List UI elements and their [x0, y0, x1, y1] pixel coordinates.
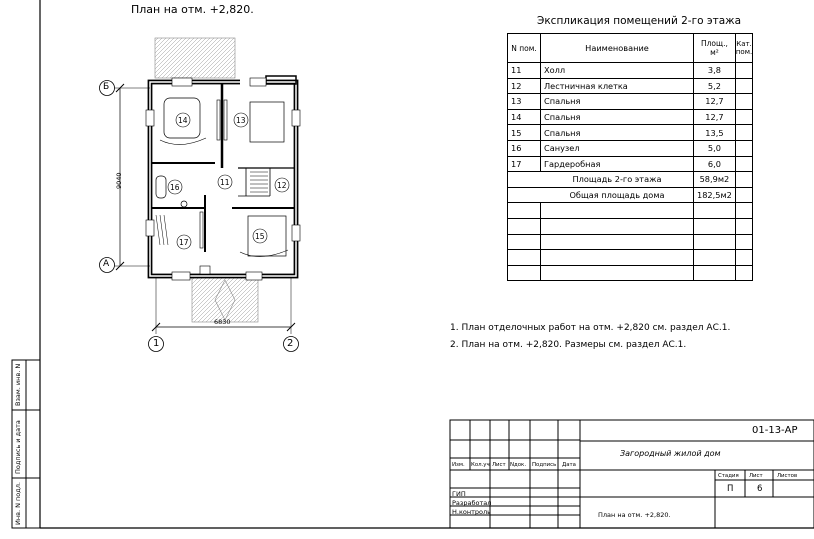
cell-num	[508, 172, 541, 188]
room-number: 16	[170, 183, 180, 192]
cell-area: 3,8	[694, 63, 736, 79]
cell-area: 12,7	[694, 94, 736, 110]
floor-plan	[100, 38, 301, 352]
total-name: Площадь 2-го этажа	[541, 172, 694, 188]
sheets-label: Листов	[777, 473, 798, 479]
cell-num: 16	[508, 140, 541, 156]
cell-cat	[735, 94, 752, 110]
table-row	[508, 203, 753, 219]
cell-num: 12	[508, 78, 541, 94]
table-row	[508, 156, 753, 172]
cell-cat	[735, 156, 752, 172]
header-area: Площ., м²	[694, 34, 736, 63]
room-number: 14	[178, 116, 188, 125]
col-list: Лист	[492, 462, 506, 468]
room-number: 17	[179, 238, 189, 247]
table-row	[508, 125, 753, 141]
table-row	[508, 140, 753, 156]
axis-label-2: 2	[287, 338, 294, 349]
col-izm: Изм.	[452, 462, 465, 468]
cell-num: 17	[508, 156, 541, 172]
cell-area: 13,5	[694, 125, 736, 141]
drawing-code: 01-13-АР	[752, 425, 798, 436]
header-cat: Кат. пом.	[735, 34, 752, 63]
note-2: 2. План на отм. +2,820. Размеры см. раздел АС.1.	[450, 340, 687, 350]
side-inv: Инв. N подл.	[14, 482, 22, 525]
sheet-title: План на отм. +2,820.	[598, 511, 671, 519]
room-number: 13	[236, 116, 246, 125]
table-row	[508, 109, 753, 125]
cell-num	[508, 187, 541, 203]
table-row	[508, 250, 753, 266]
header-name: Наименование	[541, 34, 694, 63]
cell-name: Холл	[541, 63, 694, 79]
cell-cat	[735, 172, 752, 188]
project-name: Загородный жилой дом	[620, 449, 721, 458]
stage-value: П	[727, 484, 734, 494]
col-kol: Кол.уч	[471, 462, 490, 468]
col-ndok: Nдок.	[510, 462, 527, 468]
stage-label: Стадия	[718, 473, 739, 479]
table-row	[508, 63, 753, 79]
role-razr: Разработал	[452, 499, 492, 507]
cell-cat	[735, 63, 752, 79]
table-row	[508, 234, 753, 250]
axis-label-a: А	[103, 259, 110, 269]
explication-title: Экспликация помещений 2-го этажа	[537, 15, 742, 27]
col-podp: Подпись	[532, 462, 557, 468]
cell-name: Лестничная клетка	[541, 78, 694, 94]
cell-cat	[735, 78, 752, 94]
axis-label-b: Б	[103, 82, 110, 92]
role-gip: ГИП	[452, 490, 466, 498]
role-nkontr: Н.контроль	[452, 508, 491, 516]
dim-height: 9040	[115, 172, 123, 189]
cell-area: 5,2	[694, 78, 736, 94]
sheet-value: 6	[757, 484, 763, 494]
cell-cat	[735, 140, 752, 156]
roof-top	[155, 38, 235, 78]
axis-label-1: 1	[153, 338, 160, 349]
total-area: 58,9м2	[694, 172, 736, 188]
cell-cat	[735, 125, 752, 141]
table-header-row	[508, 34, 753, 63]
dim-width: 6830	[214, 318, 231, 326]
cell-name: Гардеробная	[541, 156, 694, 172]
header-num: N пом.	[508, 34, 541, 63]
total-name: Общая площадь дома	[541, 187, 694, 203]
cell-num: 11	[508, 63, 541, 79]
cell-area: 6,0	[694, 156, 736, 172]
side-podp: Подпись и дата	[14, 420, 22, 474]
side-vzam: Взам. инв. N	[14, 363, 22, 406]
sheet-label: Лист	[749, 473, 763, 479]
table-row	[508, 265, 753, 281]
room-number: 15	[255, 232, 265, 241]
room-number: 11	[220, 178, 230, 187]
room-number: 12	[277, 181, 287, 190]
roof-bottom	[192, 276, 258, 322]
cell-name: Спальня	[541, 94, 694, 110]
cell-name: Спальня	[541, 109, 694, 125]
table-total-row	[508, 172, 753, 188]
cell-cat	[735, 109, 752, 125]
cell-name: Санузел	[541, 140, 694, 156]
table-total-row	[508, 187, 753, 203]
table-row	[508, 218, 753, 234]
table-row	[508, 94, 753, 110]
cell-num: 13	[508, 94, 541, 110]
cell-num: 14	[508, 109, 541, 125]
plan-title: План на отм. +2,820.	[131, 3, 254, 16]
note-1: 1. План отделочных работ на отм. +2,820 см. раздел АС.1.	[450, 323, 731, 333]
cell-name: Спальня	[541, 125, 694, 141]
cell-cat	[735, 187, 752, 203]
cell-area: 12,7	[694, 109, 736, 125]
cell-num: 15	[508, 125, 541, 141]
explication-table	[507, 33, 753, 281]
col-data: Дата	[562, 462, 576, 468]
total-area: 182,5м2	[694, 187, 736, 203]
table-row	[508, 78, 753, 94]
cell-area: 5,0	[694, 140, 736, 156]
